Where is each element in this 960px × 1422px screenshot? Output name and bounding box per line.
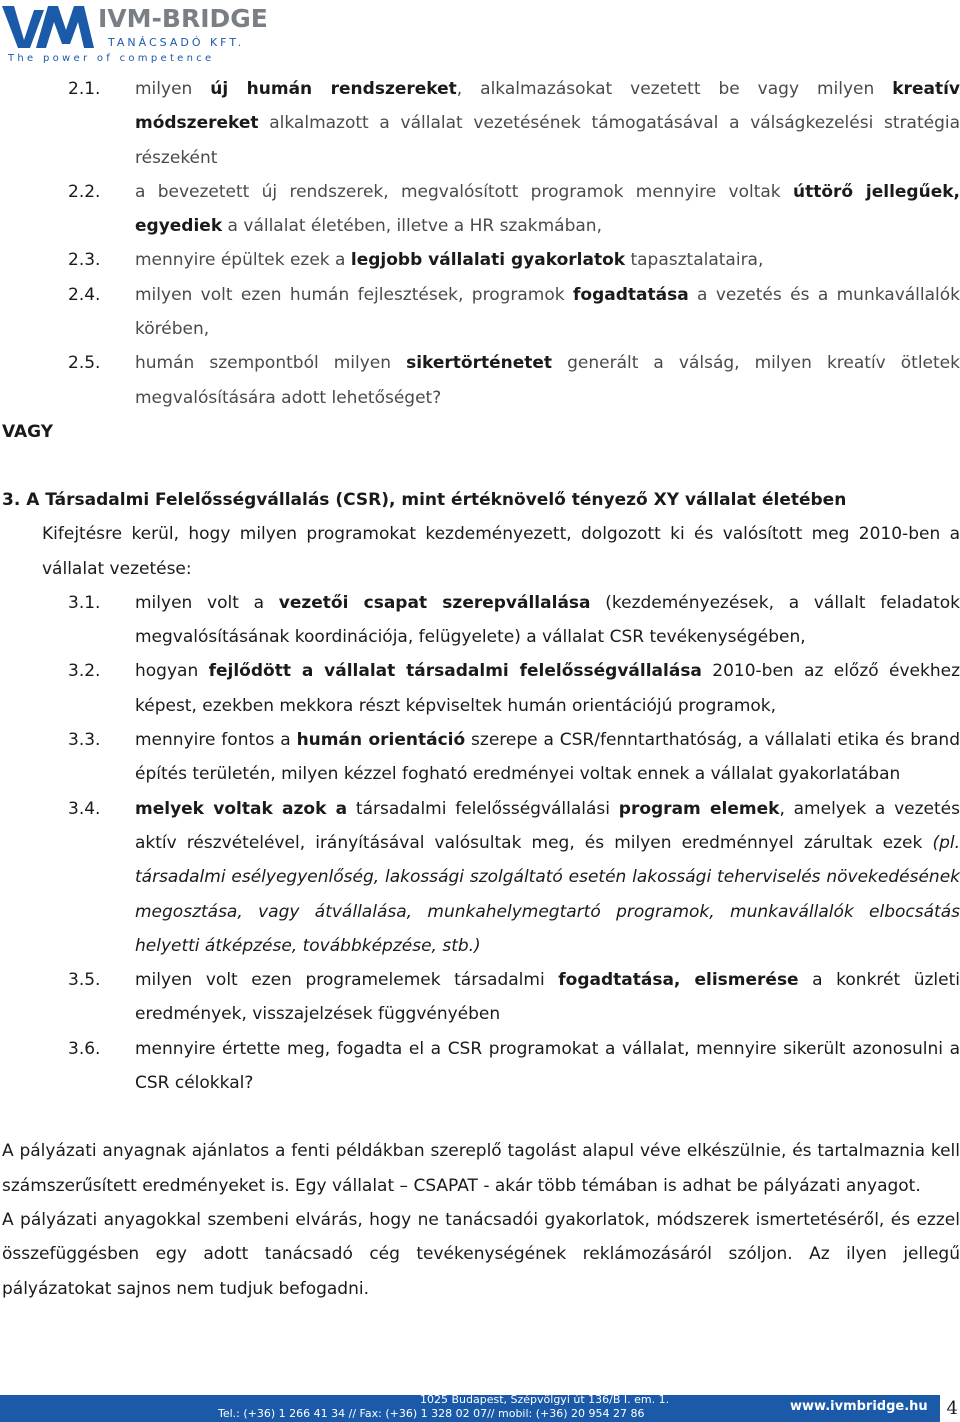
item-number: 3.6.: [68, 1038, 101, 1059]
list-item: [0, 723, 960, 792]
item-text: milyen új humán rendszereket, alkalmazásokat vezetett be vagy milyen kreatív módszereket alkalmazott a vállalat vezetésének támogatásával a válságkezelési stratégia részeként: [135, 79, 960, 168]
list-item: [0, 175, 960, 244]
page-number: 4: [946, 1398, 958, 1419]
footer-phones: Tel.: (+36) 1 266 41 34 // Fax: (+36) 1 328 02 07// mobil: (+36) 20 954 27 86: [218, 1407, 645, 1420]
item-text: hogyan fejlődött a vállalat társadalmi felelősségvállalása 2010-ben az előző évekhez képest, ezekben mekkora részt képviseltek humán orientációjú programok,: [135, 661, 960, 716]
item-number: 3.5.: [68, 970, 101, 991]
item-number: 2.4.: [68, 284, 101, 305]
list-item: [0, 1032, 960, 1101]
item-text: a bevezetett új rendszerek, megvalósított programok mennyire voltak úttörő jellegűek, egyediek a vállalat életében, illetve a HR szakmában,: [135, 181, 960, 237]
item-number: 3.4.: [68, 798, 101, 819]
brand-subtitle: TANÁCSADÓ KFT.: [108, 36, 245, 49]
document-body: [0, 72, 960, 1306]
item-number: 3.1.: [68, 592, 101, 613]
list-item: [0, 963, 960, 1032]
company-logo: [0, 0, 270, 70]
item-number: 2.1.: [68, 79, 101, 99]
brand-tagline: The power of competence: [8, 53, 215, 64]
closing-paragraph: A pályázati anyagnak ajánlatos a fenti példákban szereplő tagolást alapul véve elkészülnie, és tartalmaznia kell számszerűsített eredményeket is. Egy vállalat – CSAPAT - akár több témában is adhat be pályázati anyagot.: [2, 1141, 960, 1196]
item-number: 2.2.: [68, 181, 101, 202]
list-item: [0, 346, 960, 415]
item-number: 2.3.: [68, 250, 101, 271]
section-3-heading: 3. A Társadalmi Felelősségvállalás (CSR), mint értéknövelő tényező XY vállalat életében: [2, 489, 847, 510]
item-number: 2.5.: [68, 353, 101, 374]
brand-name: IVM-BRIDGE: [98, 4, 268, 33]
item-number: 3.3.: [68, 730, 101, 751]
list-item: [0, 278, 960, 347]
list-item: [0, 654, 960, 723]
closing-paragraph: A pályázati anyagokkal szembeni elvárás, hogy ne tanácsadói gyakorlatok, módszerek ismertetéséről, és ezzel összefüggésben egy adott tanácsadó cég tevékenységének reklámozásáról szóljon. Az ilyen jellegű pályázatokat sajnos nem tudjuk befogadni.: [2, 1209, 960, 1299]
list-item: [0, 72, 960, 175]
section-2-list: [0, 72, 960, 415]
item-text: humán szempontból milyen sikertörténetet generált a válság, milyen kreatív ötletek megvalósítására adott lehetőséget?: [135, 353, 960, 408]
list-item: [0, 586, 960, 655]
item-text: milyen volt ezen humán fejlesztések, programok fogadtatása a vezetés és a munkavállalók körében,: [135, 284, 960, 340]
item-number: 3.2.: [68, 661, 101, 682]
item-text: milyen volt ezen programelemek társadalmi fogadtatása, elismerése a konkrét üzleti eredmények, visszajelzések függvényében: [135, 970, 960, 1025]
section-3-list: [0, 586, 960, 1100]
section-3-intro: Kifejtésre kerül, hogy milyen programokat kezdeményezett, dolgozott ki és valósított meg 2010-ben a vállalat vezetése:: [42, 524, 960, 579]
footer-address: 1025 Budapest, Szépvölgyi út 136/B I. em. 1.: [420, 1393, 670, 1406]
item-text: mennyire fontos a humán orientáció szerepe a CSR/fenntarthatóság, a vállalati etika és brand építés területén, milyen kézzel fogható eredményei voltak ennek a vállalat gyakorlatában: [135, 730, 960, 785]
footer-website-link[interactable]: www.ivmbridge.hu: [790, 1399, 928, 1414]
list-item: [0, 792, 960, 963]
item-text: milyen volt a vezetői csapat szerepvállalása (kezdeményezések, a vállalt feladatok megvalósításának koordinációja, felügyelete) a vállalat CSR tevékenységében,: [135, 592, 960, 648]
list-item: [0, 243, 960, 277]
item-text: mennyire épültek ezek a legjobb vállalati gyakorlatok tapasztalataira,: [135, 250, 764, 271]
page-footer: [0, 1395, 960, 1422]
ivm-logo-mark-icon: [0, 0, 96, 52]
or-separator: VAGY: [2, 421, 54, 442]
item-text: melyek voltak azok a társadalmi felelősségvállalási program elemek, amelyek a vezetés aktív részvételével, irányításával valósultak meg, és milyen eredménnyel zárultak ezek (pl. társadalmi esélyegyenlőség, lakossági szolgáltató esetén lakossági teherviselés növekedésének megosztása, vagy átvállalása, munkahelymegtartó programok, munkavállalók elbocsátás helyetti átképzése, továbbképzése, stb.): [135, 798, 960, 956]
item-text: mennyire értette meg, fogadta el a CSR programokat a vállalat, mennyire sikerült azonosulni a CSR célokkal?: [135, 1038, 960, 1094]
